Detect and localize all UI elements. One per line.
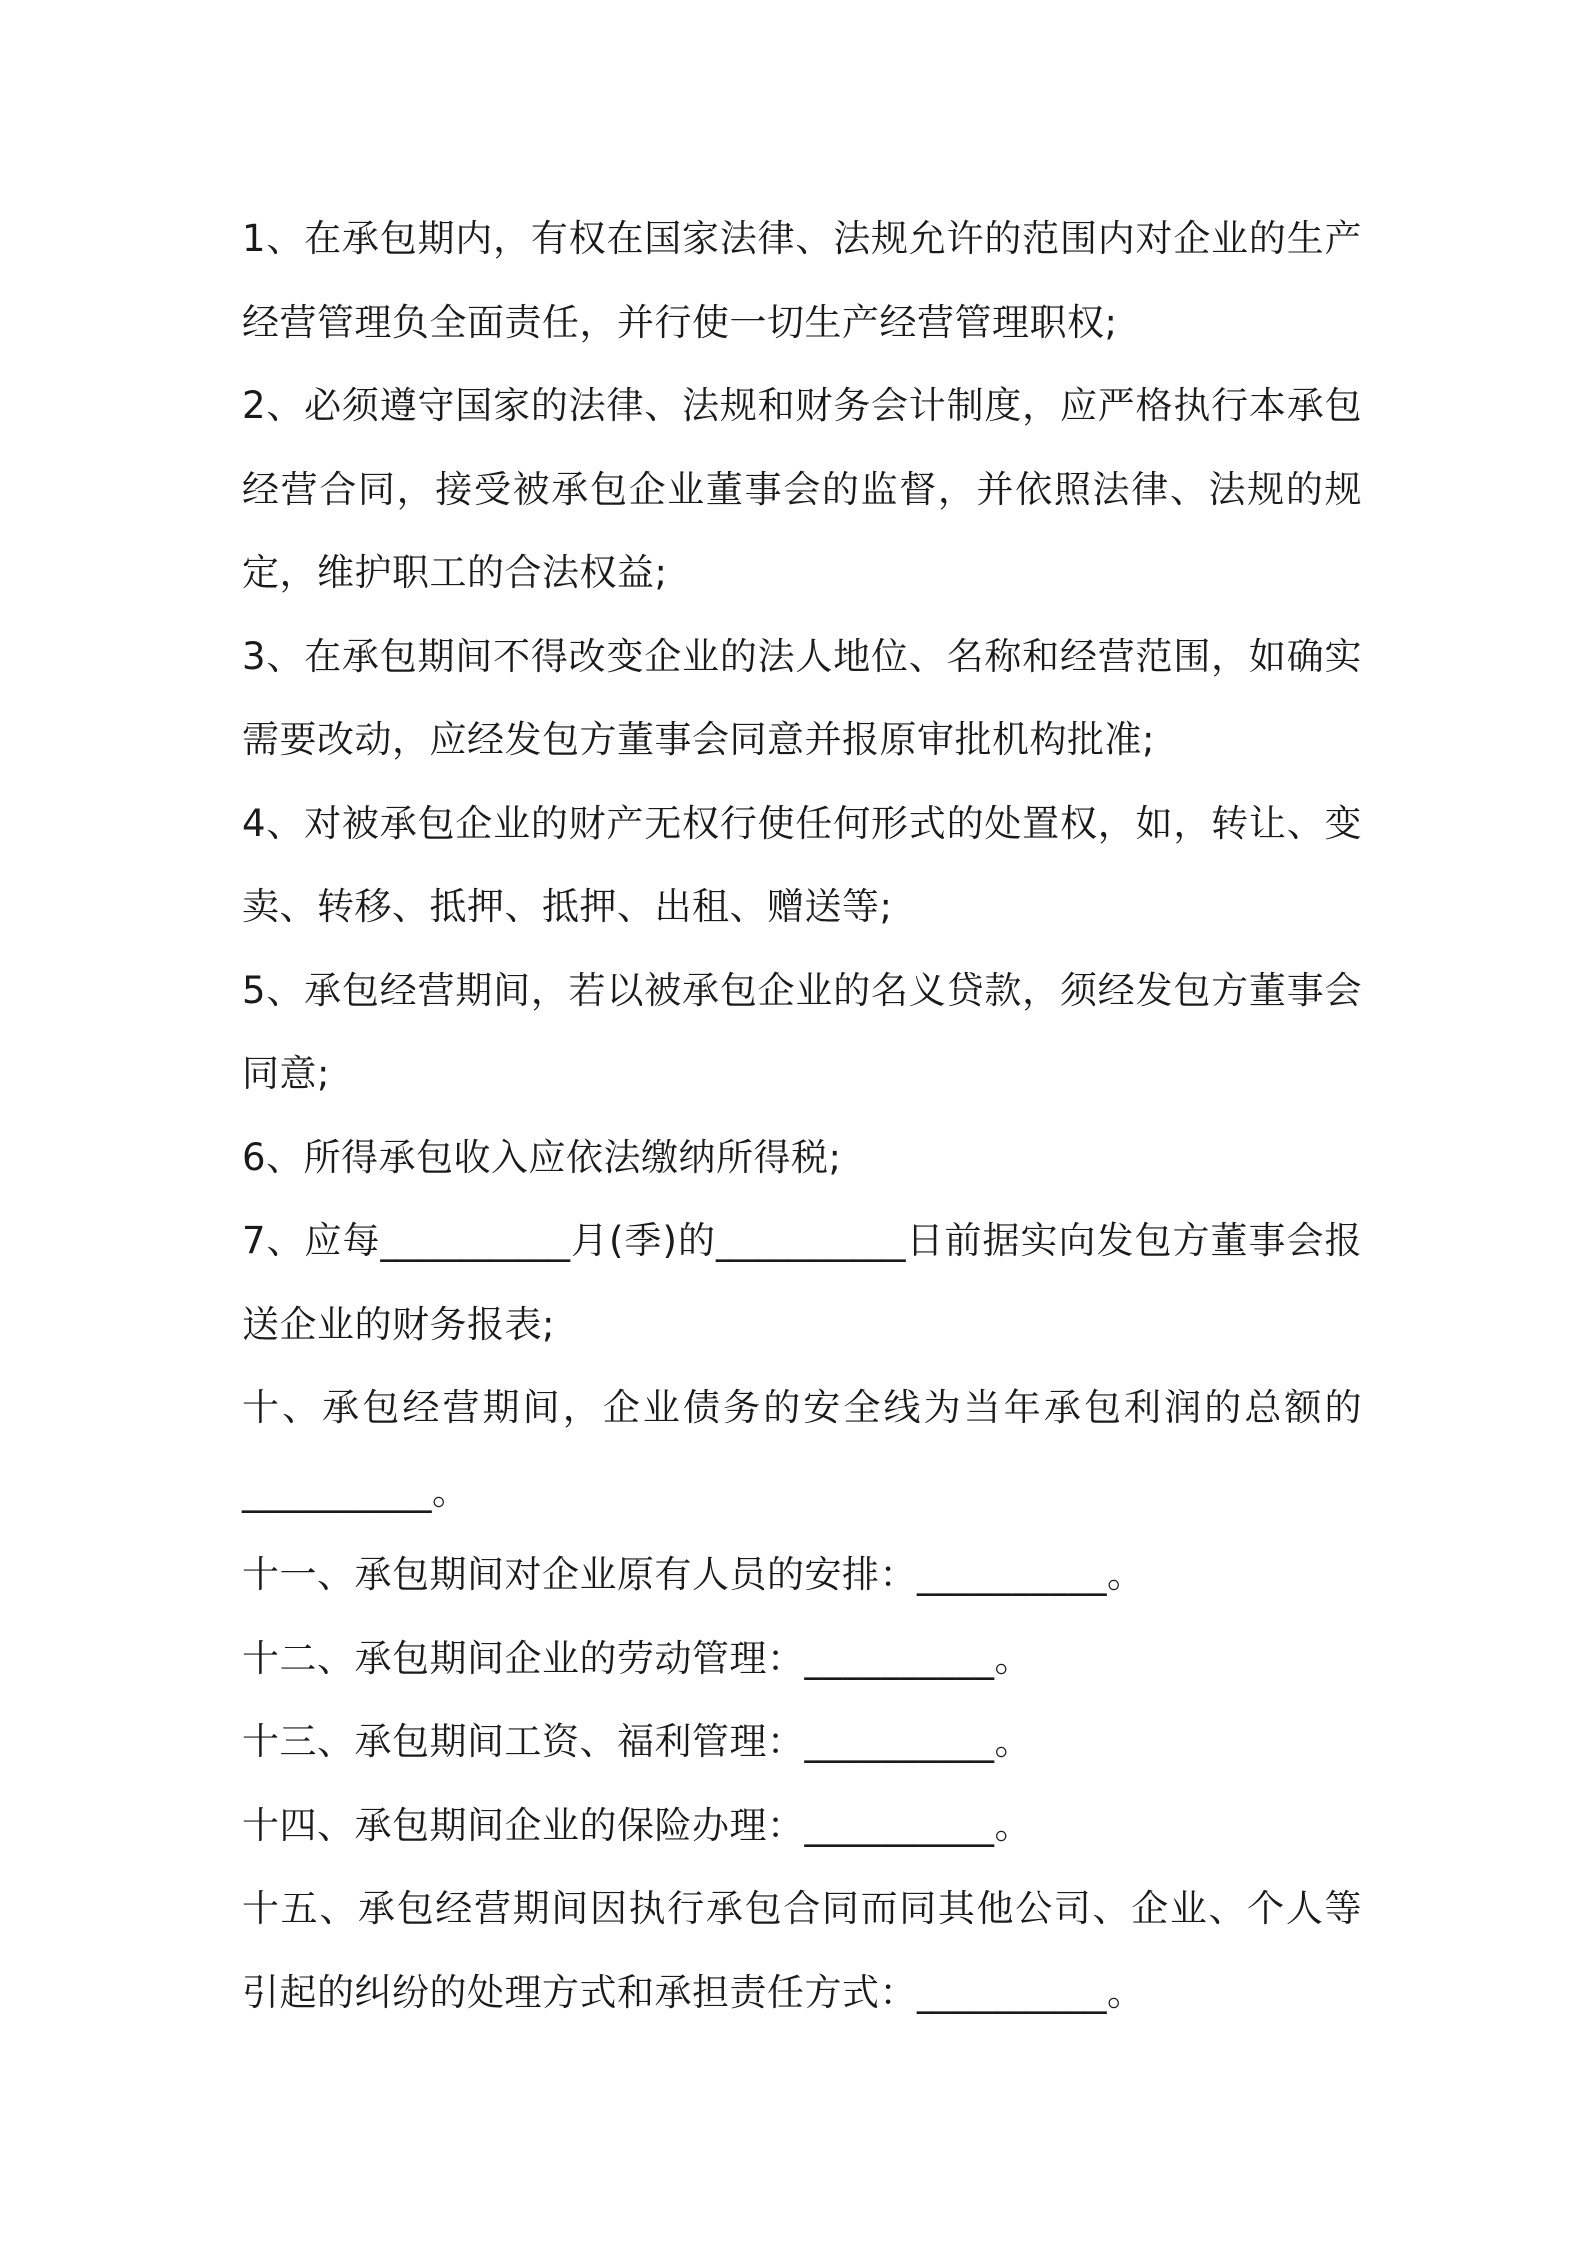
clause-15: 十五、承包经营期间因执行承包合同而同其他公司、企业、个人等引起的纠纷的处理方式和承担责任方式：__________。 [242,1887,1362,2014]
clause-3: 3、在承包期间不得改变企业的法人地位、名称和经营范围，如确实需要改动，应经发包方董事会同意并报原审批机构批准; [242,634,1362,761]
document-page [242,197,1362,2034]
clause-13: 十三、承包期间工资、福利管理：__________。 [242,1720,1032,1763]
clause-7: 7、应每__________月(季)的__________日前据实向发包方董事会报送企业的财务报表; [242,1219,1362,1346]
clause-5: 5、承包经营期间，若以被承包企业的名义贷款，须经发包方董事会同意; [242,968,1362,1095]
clause-4: 4、对被承包企业的财产无权行使任何形式的处置权，如，转让、变卖、转移、抵押、抵押、出租、赠送等; [242,801,1362,928]
clause-12: 十二、承包期间企业的劳动管理：__________。 [242,1636,1032,1680]
clause-10: 十、承包经营期间，企业债务的安全线为当年承包利润的总额的__________。 [242,1386,1362,1513]
clause-6: 6、所得承包收入应依法缴纳所得税; [242,1135,842,1179]
clause-14: 十四、承包期间企业的保险办理：__________。 [242,1803,1032,1847]
clause-1: 1、在承包期内，有权在国家法律、法规允许的范围内对企业的生产经营管理负全面责任，并行使一切生产经营管理职权; [242,217,1362,344]
clause-2: 2、必须遵守国家的法律、法规和财务会计制度，应严格执行本承包经营合同，接受被承包企业董事会的监督，并依照法律、法规的规定，维护职工的合法权益; [242,384,1362,594]
clause-11: 十一、承包期间对企业原有人员的安排：__________。 [242,1553,1145,1596]
